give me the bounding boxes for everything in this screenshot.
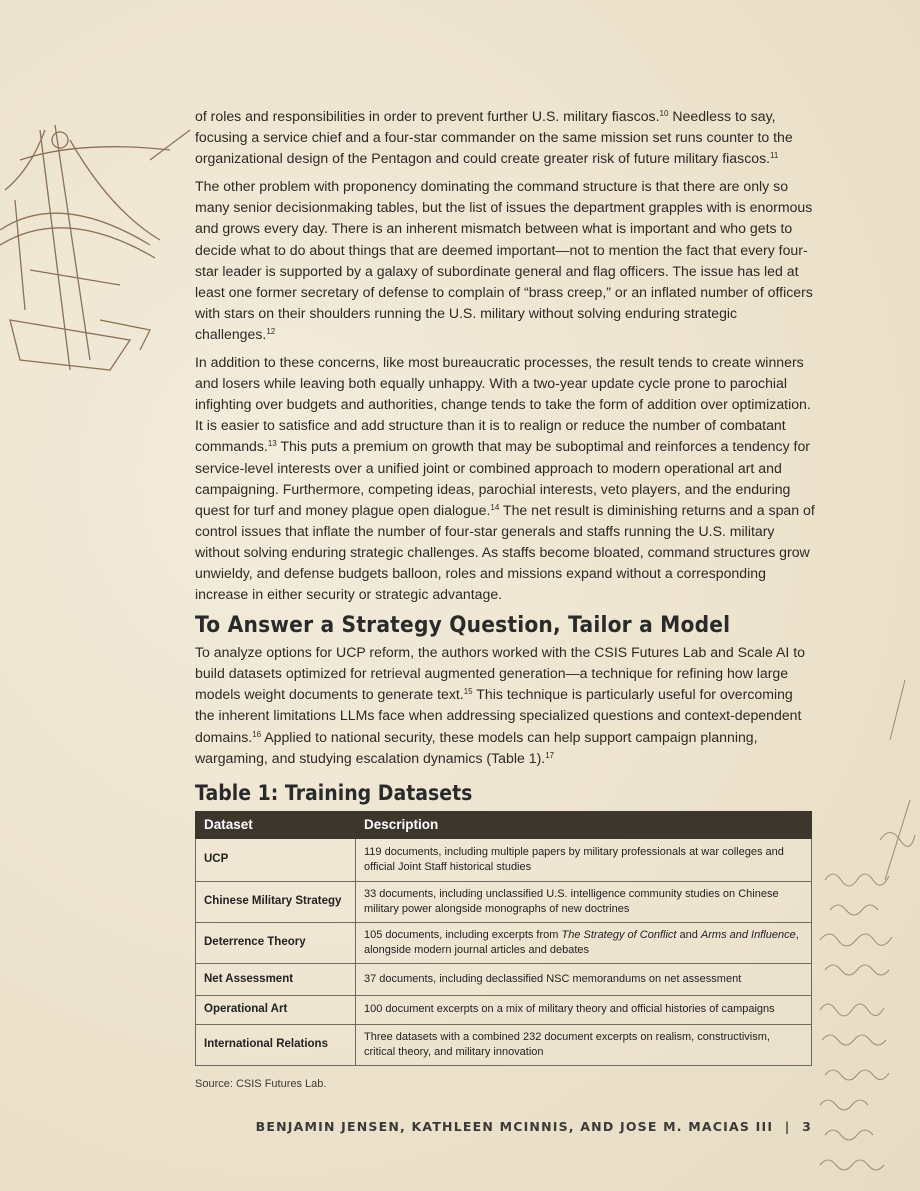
dataset-description xyxy=(356,995,812,1024)
text-run: 37 documents, including declassified NSC memorandums on net assessment xyxy=(364,972,742,985)
footnote-marker: 16 xyxy=(252,729,262,739)
dataset-description xyxy=(356,1024,812,1065)
table-header-row xyxy=(196,811,812,838)
footnote-marker: 15 xyxy=(463,687,473,697)
body-paragraph xyxy=(195,176,815,345)
dataset-name: International Relations xyxy=(196,1024,356,1065)
dataset-description xyxy=(356,838,812,881)
footnote-marker: 11 xyxy=(770,151,779,161)
text-run: The net result is diminishing returns and a span of control issues that inflate the number of four-star generals and staffs running the U.S. military without solving enduring strategic challenges. As staffs become bloated, command structures grow unwieldy, and defense budgets balloon, roles and missions expand without a corresponding increase in either security or strategic advantage. xyxy=(195,501,815,603)
footnote-marker: 17 xyxy=(545,750,555,760)
text-run: , alongside modern journal articles and debates xyxy=(364,928,799,956)
text-run: 119 documents, including multiple papers by military professionals at war colleges and official Joint Staff historical studies xyxy=(364,845,784,873)
dataset-name: Net Assessment xyxy=(196,963,356,995)
page-footer xyxy=(256,1119,812,1134)
text-run: Applied to national security, these models can help support campaign planning, wargaming, and studying escalation dynamics (Table 1). xyxy=(195,728,758,766)
dataset-name: UCP xyxy=(196,838,356,881)
datasets-table xyxy=(195,811,812,1066)
text-run: of roles and responsibilities in order to prevent further U.S. military fiascos. xyxy=(195,108,660,124)
column-header-dataset: Dataset xyxy=(196,811,356,838)
dataset-name: Operational Art xyxy=(196,995,356,1024)
text-run: Needless to say, focusing a service chief and a four-star commander on the same mission set runs counter to the organizational design of the Pentagon and could create greater risk of future military fiascos. xyxy=(195,108,793,167)
footer-authors: BENJAMIN JENSEN, KATHLEEN MCINNIS, AND JOSE M. MACIAS III xyxy=(255,1119,774,1134)
column-header-description: Description xyxy=(356,811,812,838)
table-row xyxy=(196,881,812,922)
table-row xyxy=(196,1024,812,1065)
body-paragraph xyxy=(195,352,815,605)
section-heading: To Answer a Strategy Question, Tailor a Model xyxy=(195,613,731,639)
page-number: 3 xyxy=(802,1119,812,1134)
table-source: Source: CSIS Futures Lab. xyxy=(195,1077,327,1090)
text-run: and xyxy=(676,928,701,941)
book-title: Arms and Influence xyxy=(700,928,796,941)
text-run: To analyze options for UCP reform, the authors worked with the CSIS Futures Lab and Scale AI to build datasets optimized for retrieval augmented generation—a technique for refining how large models weight documents to generate text. xyxy=(195,644,806,703)
footnote-marker: 12 xyxy=(266,326,276,336)
dataset-description xyxy=(356,963,812,995)
text-run: This puts a premium on growth that may be suboptimal and reinforces a tendency for service-level interests over a unified joint or combined approach to modern operational art and campaigning. Furthermore, competing ideas, parochial interests, veto players, and the enduring quest for turf and money plague open dialogue. xyxy=(195,438,810,518)
dataset-name: Chinese Military Strategy xyxy=(196,881,356,922)
footnote-marker: 14 xyxy=(490,502,500,512)
table-row xyxy=(196,995,812,1024)
handwriting-decoration xyxy=(810,680,920,1190)
book-title: The Strategy of Conflict xyxy=(561,928,677,941)
section-paragraph xyxy=(195,642,815,769)
engraving-illustration xyxy=(0,70,200,400)
text-run: 33 documents, including unclassified U.S. intelligence community studies on Chinese military power alongside monographs of new doctrines xyxy=(364,887,779,915)
table-row xyxy=(196,922,812,963)
footnote-marker: 10 xyxy=(659,109,669,118)
text-run: Three datasets with a combined 232 document excerpts on realism, constructivism, critical theory, and military innovation xyxy=(364,1030,770,1058)
footnote-marker: 13 xyxy=(267,439,277,449)
dataset-name: Deterrence Theory xyxy=(196,922,356,963)
table-row xyxy=(196,963,812,995)
text-run: In addition to these concerns, like most bureaucratic processes, the result tends to create winners and losers while leaving both equally unhappy. With a two-year update cycle prone to parochial infighting over budgets and authorities, change tends to take the form of addition over optimization. It is easier to satisfice and add structure than it is to realign or reduce the number of combatant commands. xyxy=(195,354,811,455)
text-run: 105 documents, including excerpts from xyxy=(364,928,562,941)
table-title: Table 1: Training Datasets xyxy=(195,780,473,805)
text-run: 100 document excerpts on a mix of military theory and official histories of campaigns xyxy=(364,1003,775,1016)
body-paragraph xyxy=(195,106,815,169)
table-row xyxy=(196,838,812,881)
dataset-description xyxy=(356,881,812,922)
main-content xyxy=(195,106,815,1090)
text-run: This technique is particularly useful for overcoming the inherent limitations LLMs face when addressing specialized questions and context-dependent domains. xyxy=(195,686,802,745)
text-run: The other problem with proponency dominating the command structure is that there are only so many senior decisionmaking tables, but the list of issues the department grapples with is enormous and grows every day. There is an inherent mismatch between what is important and who gets to decide what to do about things that are deemed important—not to mention the fact that every four-star leader is supported by a galaxy of subordinate general and flag officers. The issue has led at least one former secretary of defense to complain of “brass creep,” or an inflated number of officers with stars on their shoulders running the U.S. military without solving enduring strategic challenges. xyxy=(195,178,813,342)
footer-separator: | xyxy=(784,1119,791,1134)
body-paragraphs xyxy=(195,106,815,605)
dataset-description xyxy=(356,922,812,963)
